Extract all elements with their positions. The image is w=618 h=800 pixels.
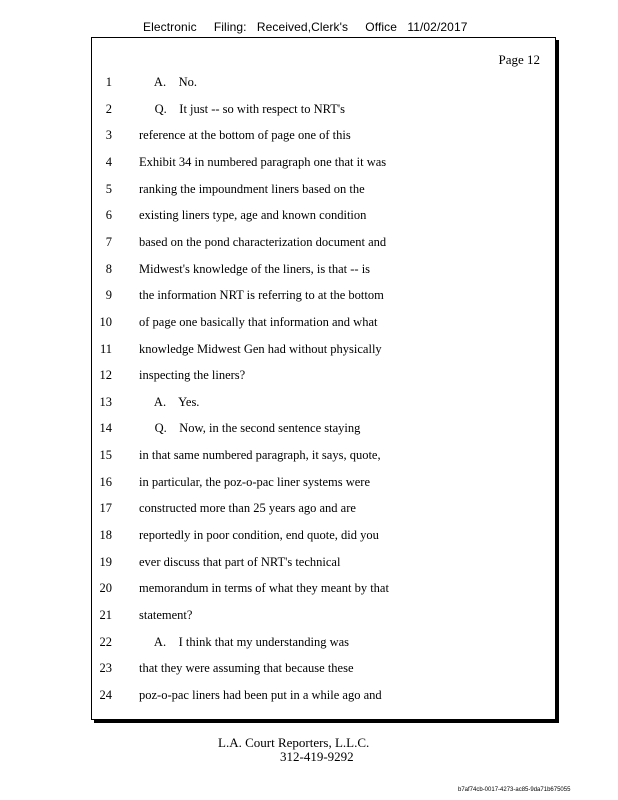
transcript-line	[92, 688, 532, 706]
transcript-line	[92, 75, 532, 93]
line-number: 2	[105, 101, 112, 116]
transcript-line	[92, 608, 532, 626]
transcript-line	[92, 208, 532, 226]
transcript-line	[92, 395, 532, 413]
line-text: Q. Now, in the second sentence staying	[139, 421, 361, 436]
line-number: 17	[99, 501, 112, 516]
transcript-line	[92, 288, 532, 306]
line-number: 4	[105, 154, 112, 169]
transcript-line	[92, 501, 532, 519]
line-number: 22	[99, 634, 112, 649]
transcript-line	[92, 661, 532, 679]
line-number: 15	[99, 448, 112, 463]
line-text: ever discuss that part of NRT's technical	[139, 554, 341, 569]
transcript-line	[92, 421, 532, 439]
transcript-line	[92, 368, 532, 386]
transcript-page	[91, 37, 556, 720]
line-number: 11	[99, 341, 112, 356]
line-number: 24	[99, 687, 112, 702]
transcript-line	[92, 555, 532, 573]
line-text: knowledge Midwest Gen had without physically	[139, 341, 382, 356]
line-number: 19	[99, 554, 112, 569]
transcript-line	[92, 581, 532, 599]
line-text: reference at the bottom of page one of this	[139, 128, 351, 143]
transcript-line	[92, 315, 532, 333]
line-text: Q. It just -- so with respect to NRT's	[139, 101, 345, 116]
transcript-line	[92, 235, 532, 253]
line-text: statement?	[139, 608, 193, 622]
line-number: 7	[105, 234, 112, 249]
line-number: 16	[99, 474, 112, 489]
line-number: 23	[99, 661, 112, 676]
line-text: ranking the impoundment liners based on the	[139, 181, 365, 196]
line-text: A. I think that my understanding was	[139, 634, 350, 649]
line-text: in that same numbered paragraph, it says, quote,	[139, 448, 381, 463]
transcript-line	[92, 128, 532, 146]
line-number: 10	[99, 314, 112, 329]
line-number: 20	[99, 581, 112, 596]
line-text: A. No.	[139, 75, 197, 89]
line-text: in particular, the poz-o-pac liner systems were	[139, 474, 371, 489]
filing-stamp: Electronic Filing: Received,Clerk's Office 11/02/2017	[143, 20, 468, 34]
line-number: 14	[99, 421, 112, 436]
document-hash: b7af74cb-0017-4273-ac85-9da71b675055	[458, 787, 571, 793]
line-number: 5	[105, 181, 112, 196]
line-text: of page one basically that information and what	[139, 314, 378, 329]
line-text: the information NRT is referring to at the bottom	[139, 288, 384, 303]
transcript-line	[92, 475, 532, 493]
line-text: constructed more than 25 years ago and are	[139, 501, 356, 516]
transcript-line	[92, 448, 532, 466]
transcript-line	[92, 262, 532, 280]
line-text: based on the pond characterization document and	[139, 234, 387, 249]
line-number: 8	[105, 261, 112, 276]
line-text: inspecting the liners?	[139, 368, 246, 383]
line-text: poz-o-pac liners had been put in a while ago and	[139, 687, 382, 702]
line-number: 1	[105, 75, 112, 89]
transcript-line	[92, 182, 532, 200]
line-number: 13	[99, 394, 112, 409]
line-text: reportedly in poor condition, end quote, did you	[139, 528, 379, 543]
transcript-line	[92, 635, 532, 653]
page-number: Page 12	[498, 52, 540, 67]
line-text: Midwest's knowledge of the liners, is that -- is	[139, 261, 371, 276]
line-text: Exhibit 34 in numbered paragraph one that it was	[139, 154, 387, 169]
transcript-line	[92, 102, 532, 120]
reporter-company: L.A. Court Reporters, L.L.C.	[218, 735, 370, 750]
transcript-line	[92, 342, 532, 360]
line-number: 12	[99, 368, 112, 383]
transcript-line	[92, 155, 532, 173]
line-number: 9	[105, 288, 112, 303]
line-text: existing liners type, age and known condition	[139, 208, 367, 223]
line-number: 6	[105, 208, 112, 223]
line-text: A. Yes.	[139, 394, 200, 409]
line-number: 3	[105, 128, 112, 143]
line-number: 18	[99, 528, 112, 543]
line-number: 21	[99, 608, 112, 622]
reporter-phone: 312-419-9292	[280, 749, 354, 764]
transcript-line	[92, 528, 532, 546]
line-text: memorandum in terms of what they meant by that	[139, 581, 389, 596]
line-text: that they were assuming that because these	[139, 661, 354, 676]
